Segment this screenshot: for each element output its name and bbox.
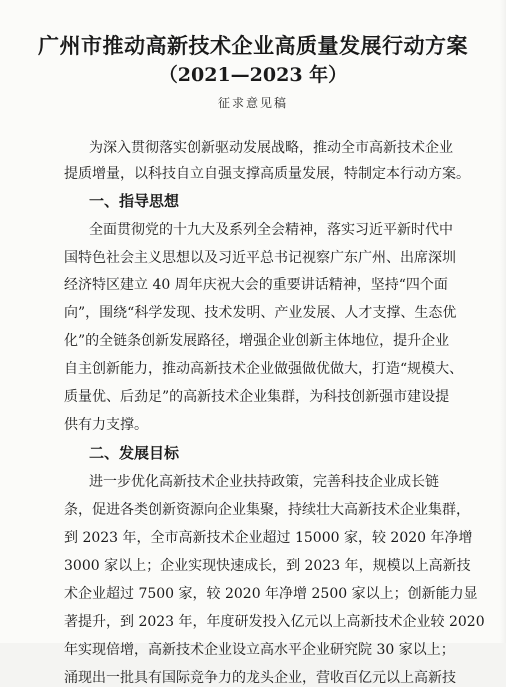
intro-line: 为深入贯彻落实创新驱动发展战略，推动全市高新技术企业	[89, 140, 453, 156]
page-edge-shadow	[500, 0, 506, 643]
section-heading-development-goals: 二、发展目标	[89, 444, 180, 462]
paragraph-line: 涌现出一批具有国际竞争力的龙头企业，营收百亿元以上高新技	[64, 670, 456, 686]
paragraph-line: 国特色社会主义思想以及习近平总书记视察广东广州、出席深圳	[64, 250, 456, 266]
paragraph-line: 进一步优化高新技术企业扶持政策，完善科技企业成长链	[89, 474, 439, 490]
paragraph-line: 到 2023 年，全市高新技术企业超过 15000 家，较 2020 年净增	[64, 530, 473, 546]
paragraph-line: 质量优、后劲足”的高新技术企业集群，为科技创新强市建设提	[64, 389, 450, 405]
document-subtitle: （2021—2023 年）	[158, 64, 348, 86]
paragraph-line: 年实现倍增，高新技术企业设立高水平企业研究院 30 家以上；	[64, 642, 455, 658]
paragraph-line: 术企业超过 7500 家，较 2020 年净增 2500 家以上；创新能力显	[64, 586, 478, 602]
paragraph-line: 化”的全链条创新发展路径，增强企业创新主体地位，提升企业	[64, 333, 450, 349]
paragraph-line: 供有力支撑。	[64, 417, 148, 433]
paragraph-line: 3000 家以上；企业实现快速成长，到 2023 年，规模以上高新技	[64, 558, 471, 574]
paragraph-line: 经济特区建立 40 周年庆祝大会的重要讲话精神，坚持“四个面	[64, 277, 448, 293]
paragraph-line: 著提升，到 2023 年，年度研发投入亿元以上高新技术企业较 2020	[64, 614, 485, 630]
document-title: 广州市推动高新技术企业高质量发展行动方案	[38, 33, 468, 58]
paragraph-line: 向”，围绕“科学发现、技术发明、产业发展、人才支撑、生态优	[64, 305, 457, 321]
paragraph-line: 自主创新能力，推动高新技术企业做强做优做大，打造“规模大、	[64, 361, 464, 377]
intro-line: 提质增量，以科技自立自强支撑高质量发展，特制定本行动方案。	[64, 166, 470, 182]
paragraph-line: 条，促进各类创新资源向企业集聚，持续壮大高新技术企业集群，	[64, 502, 470, 518]
draft-note: 征求意见稿	[217, 96, 288, 110]
paragraph-line: 全面贯彻党的十九大及系列全会精神，落实习近平新时代中	[89, 222, 453, 238]
section-heading-guiding-ideology: 一、指导思想	[89, 192, 180, 210]
